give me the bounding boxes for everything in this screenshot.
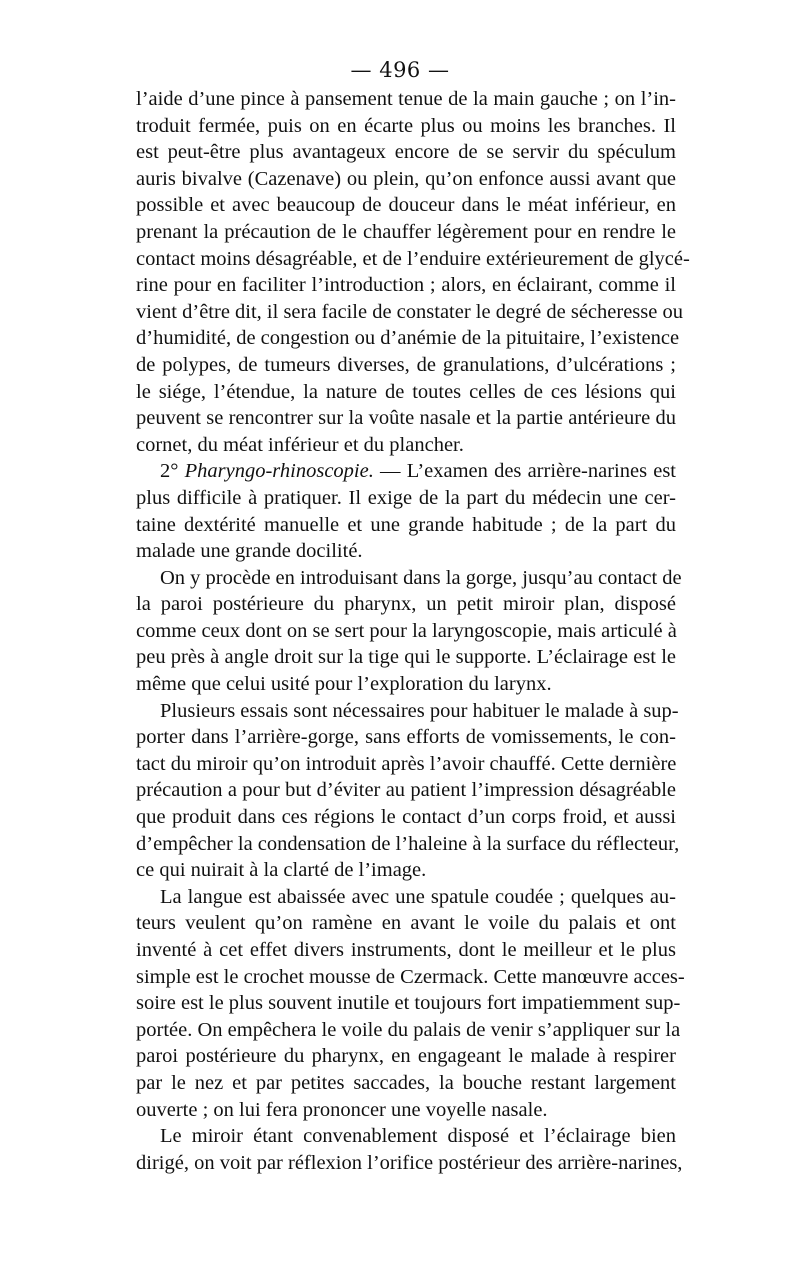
text-line: auris bivalve (Cazenave) ou plein, qu’on enfonce aussi avant que	[136, 167, 676, 190]
text-line: le siége, l’étendue, la nature de toutes celles de ces lésions qui	[136, 380, 676, 403]
text-line: troduit fermée, puis on en écarte plus ou moins les branches. Il	[136, 114, 676, 137]
paragraph	[136, 86, 690, 458]
text-line: malade une grande docilité.	[136, 540, 363, 563]
paragraph	[136, 884, 685, 1123]
text-line: précaution a pour but d’éviter au patient l’impression désagréable	[136, 779, 676, 802]
text-line: rine pour en faciliter l’introduction ; alors, en éclairant, comme il	[136, 274, 676, 297]
text-line: comme ceux dont on se sert pour la laryngoscopie, mais articulé à	[136, 619, 677, 642]
text-line: peuvent se rencontrer sur la voûte nasale et la partie antérieure du	[136, 407, 676, 430]
text-line: Plusieurs essais sont nécessaires pour habituer le malade à sup-	[160, 699, 679, 722]
text-line: ouverte ; on lui fera prononcer une voyelle nasale.	[136, 1098, 548, 1121]
text-line: par le nez et par petites saccades, la bouche restant largement	[136, 1071, 676, 1094]
section-title: Pharyngo-rhinoscopie.	[184, 460, 374, 483]
paragraph	[136, 698, 680, 884]
text-line: portée. On empêchera le voile du palais de venir s’appliquer sur la	[136, 1018, 681, 1041]
section-number: 2°	[160, 460, 179, 483]
section-paragraph	[136, 458, 676, 564]
text-line: inventé à cet effet divers instruments, dont le meilleur et le plus	[136, 939, 676, 961]
text-line: plus difficile à pratiquer. Il exige de la part du médecin une cer-	[136, 486, 676, 509]
section-heading-line	[136, 458, 676, 485]
text-line: la paroi postérieure du pharynx, un petit miroir plan, disposé	[136, 593, 676, 616]
paragraph	[136, 1123, 683, 1176]
text-line: teurs veulent qu’on ramène en avant le voile du palais et ont	[136, 912, 676, 935]
text-line: porter dans l’arrière-gorge, sans efforts de vomissements, le con-	[136, 726, 676, 749]
text-line: l’aide d’une pince à pansement tenue de la main gauche ; on l’in-	[136, 88, 676, 110]
text-line: cornet, du méat inférieur et du plancher.	[136, 433, 464, 456]
text-line: est peut-être plus avantageux encore de se servir du spéculum	[136, 141, 676, 164]
body-text	[136, 86, 690, 1176]
page-number: — 496 —	[350, 58, 450, 82]
text-line: Le miroir étant convenablement disposé et l’éclairage bien	[160, 1125, 676, 1148]
text-line: même que celui usité pour l’exploration du larynx.	[136, 673, 552, 696]
text-line: La langue est abaissée avec une spatule coudée ; quelques au-	[160, 885, 676, 908]
paragraph	[136, 565, 682, 698]
text-line: de polypes, de tumeurs diverses, de granulations, d’ulcérations ;	[136, 353, 676, 376]
text-segment: — L’examen des arrière-narines est	[380, 460, 677, 483]
text-line: tact du miroir qu’on introduit après l’avoir chauffé. Cette dernière	[136, 752, 677, 775]
text-line: taine dextérité manuelle et une grande habitude ; de la part du	[136, 513, 676, 536]
text-line: simple est le crochet mousse de Czermack. Cette manœuvre acces-	[136, 965, 685, 988]
text-line: d’empêcher la condensation de l’haleine à la surface du réflecteur,	[136, 832, 680, 855]
text-line: peu près à angle droit sur la tige qui le supporte. L’éclairage est le	[136, 646, 676, 669]
text-line: On y procède en introduisant dans la gorge, jusqu’au contact de	[160, 566, 682, 589]
text-line: contact moins désagréable, et de l’enduire extérieurement de glycé-	[136, 247, 690, 270]
text-line: que produit dans ces régions le contact d’un corps froid, et aussi	[136, 806, 676, 829]
text-line: vient d’être dit, il sera facile de constater le degré de sécheresse ou	[136, 300, 683, 323]
text-line: d’humidité, de congestion ou d’anémie de la pituitaire, l’existence	[136, 327, 680, 350]
text-line: ce qui nuirait à la clarté de l’image.	[136, 859, 427, 882]
text-line: paroi postérieure du pharynx, en engageant le malade à respirer	[136, 1045, 676, 1068]
text-line: soire est le plus souvent inutile et toujours fort impatiemment sup-	[136, 992, 681, 1015]
text-line: possible et avec beaucoup de douceur dans le méat inférieur, en	[136, 194, 676, 217]
text-line: prenant la précaution de le chauffer légèrement pour en rendre le	[136, 220, 676, 243]
text-line: dirigé, on voit par réflexion l’orifice postérieur des arrière-narines,	[136, 1151, 683, 1174]
